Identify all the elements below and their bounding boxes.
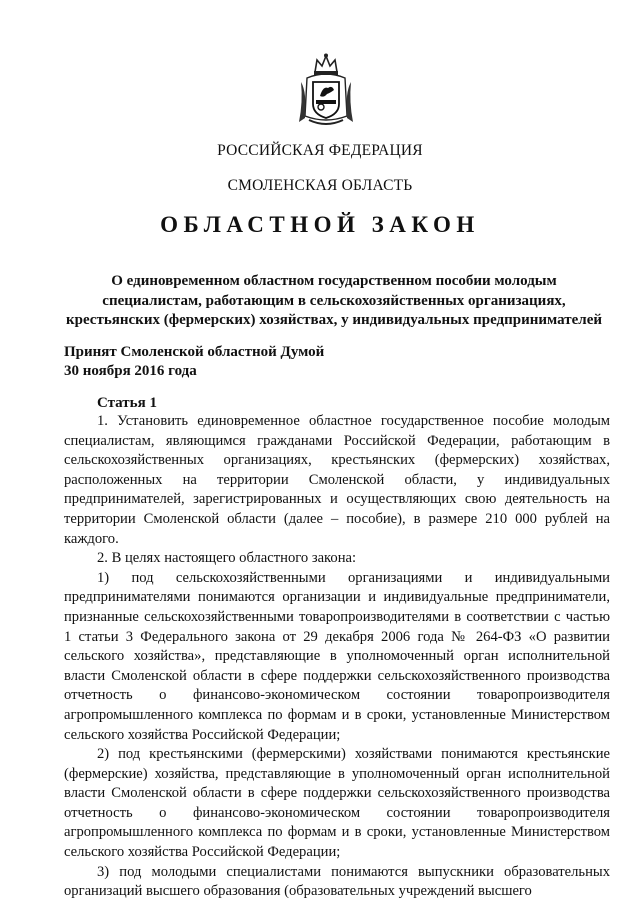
subject-line: крестьянских (фермерских) хозяйствах, у индивидуальных предпринимателей xyxy=(65,312,603,328)
law-subject-title xyxy=(64,272,604,331)
country-heading: РОССИЙСКАЯ ФЕДЕРАЦИЯ xyxy=(217,142,423,159)
article-body xyxy=(64,412,610,902)
smolensk-coat-of-arms-emblem xyxy=(297,52,355,130)
paragraph: 2) под крестьянскими (фермерскими) хозяйствами понимаются крестьянские (фермерские) хозяйства, представляющие в уполномоченный орган исполнительной власти Смоленской области в сфере поддержки сельскохозяйственного производства отчетность о финансово-экономическом состоянии товаропроизводителя агропромышленного комплекса по формам и в сроки, установленные Министерством сельского хозяйства Российской Федерации; xyxy=(64,746,610,861)
region-heading: СМОЛЕНСКАЯ ОБЛАСТЬ xyxy=(227,177,413,194)
subject-line: О единовременном областном государственном пособии молодым xyxy=(111,273,557,289)
adoption-body: Принят Смоленской областной Думой xyxy=(64,344,325,360)
paragraph: 2. В целях настоящего областного закона: xyxy=(97,550,357,567)
paragraph: 1) под сельскохозяйственными организациями и индивидуальными предпринимателями понимаются организации и индивидуальные предприниматели, признанные сельскохозяйственными товаропроизводителями в соответствии с частью 1 статьи 3 Федерального закона от 29 декабря 2006 года № 264-ФЗ «О развитии сельского хозяйства», представляющие в уполномоченный орган исполнительной власти Смоленской области в сфере поддержки сельскохозяйственного производства отчетность о финансово-экономическом состоянии товаропроизводителя агропромышленного комплекса по формам и в сроки, установленные Министерством сельского хозяйства Российской Федерации; xyxy=(64,569,610,743)
adoption-info xyxy=(64,343,324,381)
paragraph: 3) под молодыми специалистами понимаются выпускники образовательных организаций высшего образования (образовательных учреждений высшего xyxy=(64,863,610,900)
paragraph: 1. Установить единовременное областное государственное пособие молодым специалистам, являющимся гражданами Российской Федерации, работающим в сельскохозяйственных организациях, крестьянских (фермерских) хозяйствах, расположенных на территории Смоленской области, у индивидуальных предпринимателей, зарегистрированных и осуществляющих свою деятельность на территории Смоленской области (далее – пособие), в размере 210 000 рублей на каждого. xyxy=(64,413,610,547)
subject-line: специалистам, работающим в сельскохозяйственных организациях, xyxy=(102,292,566,309)
adoption-date: 30 ноября 2016 года xyxy=(64,363,197,379)
article-heading: Статья 1 xyxy=(97,395,157,411)
document-type-title: ОБЛАСТНОЙ ЗАКОН xyxy=(160,212,480,237)
